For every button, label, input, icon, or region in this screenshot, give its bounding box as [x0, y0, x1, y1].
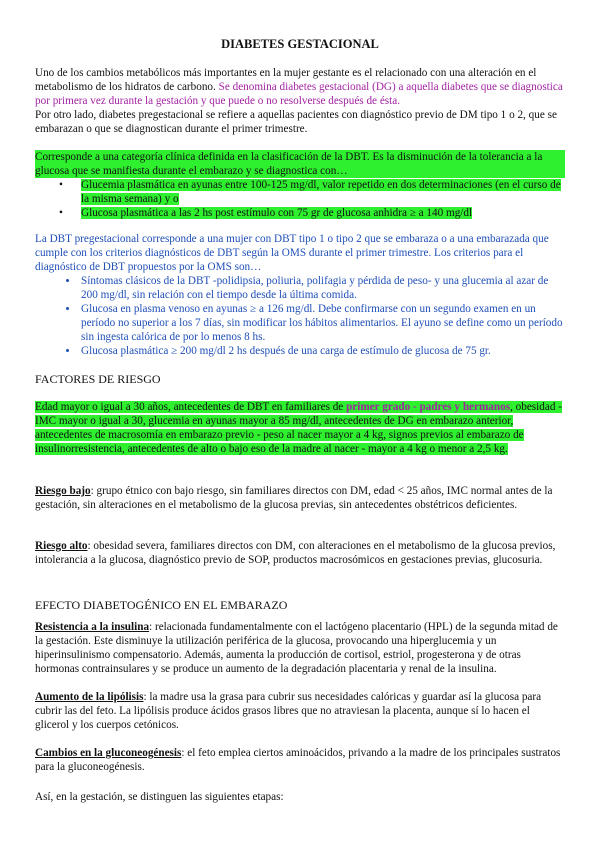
- high-risk-section: [35, 539, 565, 567]
- list-item: • Glucosa plasmática a las 2 hs post estímulo con 75 gr de glucosa anhidra ≥ a 140 mg/dl: [79, 206, 565, 220]
- dg-criteria-section: [35, 150, 565, 220]
- list-item: • Síntomas clásicos de la DBT -polidipsia, poliuria, polifagia y pérdida de peso- y una glucemia al azar de 200 mg/dl, sin relación con el tiempo desde la última comida.: [79, 274, 565, 302]
- gluconeogenesis-term: Cambios en la gluconeogénesis: [35, 747, 182, 759]
- first-degree-highlight: primer grado - padres y hermanos: [346, 401, 511, 413]
- high-risk-text: : obesidad severa, familiares directos con DM, con alteraciones en el metabolismo de la glucosa previos, intolerancia a la glucosa, diagnóstico previo de SOP, productos macrosómicos en gestaciones previas, glucosuria.: [35, 540, 556, 566]
- intro-text: Uno de los cambios metabólicos más importantes en la mujer gestante es el relacionado con una alteración en el metabolismo de los hidratos de carbono.: [35, 67, 537, 93]
- lipolysis-text: : la madre usa la grasa para cubrir sus necesidades calóricas y guardar así la glucosa para cubrir las del feto. La lipólisis produce ácidos grasos libres que no atraviesan la placenta, aunque sí lo hacen el glicerol y los cuerpos cetónicos.: [35, 691, 542, 731]
- document-title: DIABETES GESTACIONAL: [221, 37, 379, 51]
- low-risk-section: [35, 484, 565, 512]
- insulin-resistance-text: : relacionada fundamentalmente con el lactógeno placentario (HPL) de la segunda mitad de la gestación. Este disminuye la utilización periférica de la glucosa, provocando una hiperglucemia y un hiperinsulinismo compensatorio. Además, aumenta la producción de cortisol, estriol, progesterona y de otras hormonas contrainsulares y se produce un aumento de la degradación placentaria y renal de la insulina.: [35, 621, 558, 675]
- risk-heading: FACTORES DE RIESGO: [35, 372, 161, 386]
- insulin-resistance-term: Resistencia a la insulina: [35, 621, 150, 633]
- closing-text: Así, en la gestación, se distinguen las siguientes etapas:: [35, 791, 284, 803]
- dbt-pregestacional-text: La DBT pregestacional corresponde a una mujer con DBT tipo 1 o tipo 2 que se embaraza o a una embarazada que cumple con los criterios diagnósticos de DBT según la OMS durante el primer trimestre. Los criterios para el diagnóstico de DBT propuestos por la OMS son…: [35, 233, 549, 273]
- dg-criteria-text: Corresponde a una categoría clínica definida en la clasificación de la DBT. Es la disminución de la tolerancia a la glucosa que se manifiesta durante el embarazo y se diagnostica con…: [35, 150, 565, 178]
- dbt-pregestacional-section: [35, 232, 565, 358]
- insulin-resistance-section: [35, 620, 565, 676]
- lipolysis-term: Aumento de la lipólisis: [35, 691, 144, 703]
- list-item: • Glucosa en plasma venoso en ayunas ≥ a 126 mg/dl. Debe confirmarse con un segundo examen en un período no superior a los 7 días, sin modificar los hábitos alimentarios. El ayuno se define como un período sin ingesta calórica de por lo menos 8 hs.: [79, 302, 565, 344]
- low-risk-term: Riesgo bajo: [35, 485, 91, 497]
- effect-heading: EFECTO DIABETOGÉNICO EN EL EMBARAZO: [35, 598, 288, 612]
- gluconeogenesis-text: : el feto emplea ciertos aminoácidos, privando a la madre de los principales sustratos para la gluconeogénesis.: [35, 747, 561, 773]
- intro-section: [35, 66, 565, 136]
- low-risk-text: : grupo étnico con bajo riesgo, sin familiares directos con DM, edad < 25 años, IMC normal antes de la gestación, sin alteraciones en el metabolismo de la glucosa previas, sin antecedentes obstétricos deficientes.: [35, 485, 553, 511]
- high-risk-term: Riesgo alto: [35, 540, 88, 552]
- list-item: • Glucemia plasmática en ayunas entre 100-125 mg/dl, valor repetido en dos determinaciones (en el curso de la misma semana) y o: [79, 178, 565, 206]
- list-item: • Glucosa plasmática ≥ 200 mg/dl 2 hs después de una carga de estímulo de glucosa de 75 gr.: [79, 344, 565, 358]
- dg-definition-text: Se denomina diabetes gestacional (DG) a aquella diabetes que se diagnostica por primera vez durante la gestación y que puede o no resolverse después de ésta.: [35, 81, 563, 107]
- risk-factors-green: Edad mayor o igual a 30 años, antecedentes de DBT en familiares de primer grado - padres y hermanos, obesidad - IMC mayor o igual a 30, glucemia en ayunas mayor a 85 mg/dl, antecedentes de DG en embarazo anterior, antecedentes de macrosomía en embarazo previo - peso al nacer mayor a 4 kg, signos previos al embarazo de insulinorresistencia, antecedentes de alto o bajo eso de la madre al nacer - mayor a 4 kg o menor a 2,5 kg.: [35, 401, 562, 455]
- lipolysis-section: [35, 690, 565, 732]
- pregestational-text: Por otro lado, diabetes pregestacional se refiere a aquellas pacientes con diagnóstico previo de DM tipo 1 o 2, que se embarazan o que se diagnostican durante el primer trimestre.: [35, 109, 557, 135]
- gluconeogenesis-section: [35, 746, 565, 774]
